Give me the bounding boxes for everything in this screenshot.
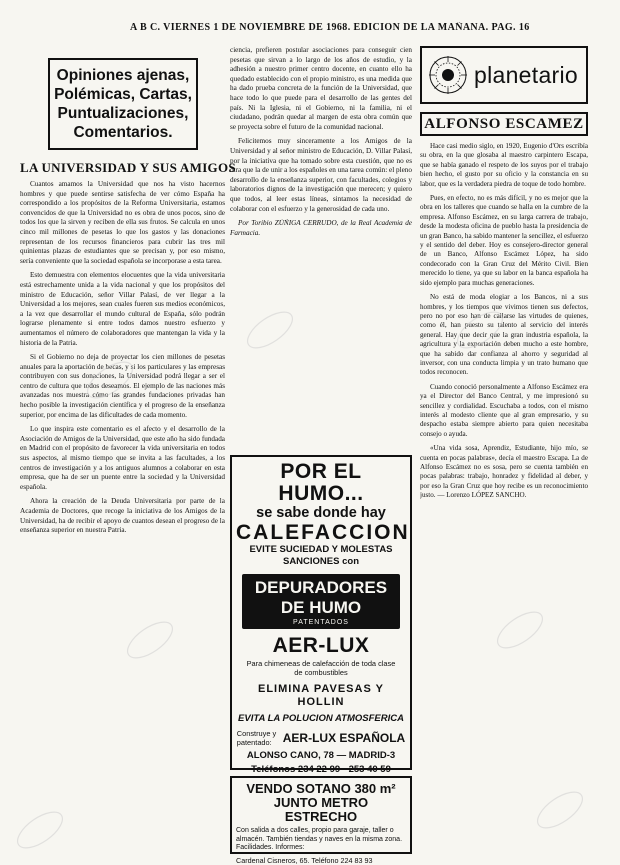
page-header: A B C. VIERNES 1 DE NOVIEMBRE DE 1968. EDICION DE LA MAÑANA. PAG. 16 <box>130 22 530 33</box>
planet-logo-icon <box>428 55 468 95</box>
article-body <box>420 142 588 854</box>
opinion-line: Opiniones ajenas, <box>56 67 190 84</box>
article-title: ALFONSO ESCAMEZ <box>420 112 588 136</box>
ad-headline: CALEFACCION <box>236 521 410 544</box>
paragraph: Ahora la creación de la Deuda Universitaria por parte de la Academia de Doctores, que recoge la iniciativa de los Amigos de la Universidad, ha de recibir el apoyo de cuantos desean el progreso de la enseñanza superior en nuestra Patria. <box>20 497 225 535</box>
advertisement-smoke-purifiers <box>230 455 412 775</box>
ad-details: Con salida a dos calles, propio para garaje, taller o almacén. También tiendas y naves en la misma zona. Facilidades. Informes: <box>236 827 403 851</box>
paragraph: ciencia, prefieren postular asociaciones para conseguir cien pesetas que sirvan a lo largo de los años de estudio, y la adhesión a nuestro primer centro docente, en cuanto ello ha quedado establecido con el propio ministro, es una medida que ha dado prueba concreta de la función de la Universidad, que hace todo lo que puede para el desarrollo de las gentes del país. Ni la Iglesia, ni el Gobierno, ni la familia, ni el ciudadano, podrán quedar al margen de esta obra común que se proyecta sobre el futuro de la comunidad nacional. <box>230 46 412 131</box>
paragraph: Cuando conoció personalmente a Alfonso Escámez era ya el Director del Banco Central, y me impresionó su sencillez y cordialidad. Escuchaba a todos, con el mismo interés al modesto cliente que al gran empresario, y su despacho estaba siempre abierto para quien necesitaba consejo o ayuda. <box>420 382 588 438</box>
paragraph: Hace casi medio siglo, en 1920, Eugenio d'Ors escribía su obra, en la que glosaba al maestro carpintero Escapa, que se había ganado el respeto de los suyos por el trabajo bien hecho, el gusto por su oficio y la constancia en su labor, que es la verdadera piedra de toque de todo hombre. <box>420 142 588 188</box>
paragraph: Felicitemos muy sinceramente a los Amigos de la Universidad y al señor ministro de Educación, D. Villar Palasí, por la iniciativa que ha tomado sobre esta cuestión, que no es otra que la de unir a los españoles en una tarea común: el pleno desarrollo de la enseñanza superior, con facultades, colegios y laboratorios dignos de la investigación que merecen; y quiero que todos, al leer estas líneas, sintamos la necesidad de colaborar con el esfuerzo y la generosidad de cada uno. <box>230 137 412 213</box>
opinion-line: Polémicas, Cartas, <box>54 86 192 103</box>
ad-banner-sub: PATENTADOS <box>293 619 349 626</box>
paragraph: Lo que inspira este comentario es el afecto y el desarrollo de la Asociación de Amigos de la Universidad, que este año ha sido fundada en Madrid con el propósito de favorecer la vida universitaria en todos sus aspectos, al mismo tiempo que se invita a las facultades, a los centros de investigación y a los antiguos alumnos a colaborar en esta empresa, que ha de ser un puente entre la sociedad y la Universidad española. <box>20 425 225 491</box>
ad-subline: EVITE SUCIEDAD Y MOLESTAS SANCIONES con <box>249 544 393 567</box>
opinion-section-heading <box>48 58 198 150</box>
ad-company-row <box>236 729 406 747</box>
ad-contact: Cardenal Cisneros, 65. Teléfono 224 83 93 <box>236 855 373 865</box>
article-body <box>20 180 225 855</box>
ad-address: ALONSO CANO, 78 — MADRID-3 <box>246 750 396 761</box>
ad-description: Para chimeneas de calefacción de toda clase de combustibles <box>246 659 396 677</box>
ad-subline: se sabe donde hay <box>256 505 386 521</box>
paragraph: Si el Gobierno no deja de proyectar los cien millones de pesetas anuales para la aportación de becas, y si los particulares y las empresas contribuyen con sus donaciones, la Universidad podrá llegar a ser el centro de cultura que todos deseamos. El ejemplo de las naciones más avanzadas nos muestra cómo las grandes fundaciones privadas han hecho posible la investigación científica y el progreso de la enseñanza superior, por encima de las dificultades de cada momento. <box>20 353 225 419</box>
opinion-line: Puntualizaciones, <box>57 105 189 122</box>
advertisement-basement <box>230 776 412 865</box>
paragraph: Pues, en efecto, no es más difícil, y no es mejor que la obra en los talleres que cuando se halla en la cumbre de la empresa. Alfonso Escámez, en su larga carrera de trabajo, desde la modesta oficina de pueblo hasta la presidencia de un gran Banco, ha sabido mantener la sencillez, el esfuerzo y el sentido del deber. Hoy es consejero-director general de un Banco, Alfonso Escámez López, ha sido condecorado con la Gran Cruz del Mérito Civil. Bien merecido lo tiene, ya que su labor en la banca española ha sido ejemplo para muchas generaciones. <box>420 194 588 287</box>
article-continuation <box>230 46 412 446</box>
article-title: LA UNIVERSIDAD Y SUS AMIGOS <box>20 160 236 175</box>
ad-headline: VENDO SOTANO 380 m² JUNTO METRO ESTRECHO <box>246 781 396 824</box>
section-name: planetario <box>474 61 579 88</box>
paragraph: «Una vida sosa, Aprendiz, Estudiante, hijo mío, se cuenta en pocas palabras», decía el maestro Escapa. La de Alfonso Escámez no es sosa, pero se cuenta también en pocas palabras: trabajo, honradez y fidelidad al deber, y por eso la Gran Cruz que hoy recibe es un reconocimiento justo. — Lorenzo LÓPEZ SANCHO. <box>420 444 588 500</box>
paragraph: No está de moda elogiar a los Bancos, ni a sus hombres, y los tiempos que vivimos tienen sus defectos, pero no por eso han de callarse las virtudes de quienes, como él, han puesto su talento al servicio del interés general. Hay que decir que la gran industria española, la agricultura y la exportación deben mucho a este hombre, que ha sabido dar confianza al ahorro y seguridad al inversor, con una conducta limpia y un trato humano que todos reconocen. <box>420 293 588 377</box>
ad-banner-text: DEPURADORES DE HUMO <box>254 578 388 617</box>
planetario-section-heading <box>420 46 588 104</box>
paragraph: Cuantos amamos la Universidad que nos ha visto hacernos hombres y que puede sentirse satisfecha de ver cómo España ha correspondido a los propósitos de la Reforma Universitaria, estamos convencidos de que la Universidad no es obra de unos pocos, sino de todos los que la sirven y reciben de ella sus frutos. Se calcula en unos cinco mil millones de pesetas lo que los gastos y las donaciones representan de los recursos financieros para cubrir las tres mil quinientas plazas de estudiantes que se precisan y, por eso mismo, sería conveniente que la sociedad española se incorporase a esta tarea. <box>20 180 225 265</box>
paragraph: Esto demuestra con elementos elocuentes que la vida universitaria está estrechamente unida a la vida nacional y que los propósitos del ministro de Educación, señor Villar Palasí, de ver llegar a la Universidad a los mejores, sean cuales fueren sus medios económicos, a la vez que desarrollar el mundo cultural de España, sólo podrán lograrse plenamente si entre todos damos nuestro esfuerzo y aumentamos el número de colaboradores que mantengan la vida y la historia de la Patria. <box>20 271 225 347</box>
ad-banner <box>242 574 400 629</box>
ad-slogan: EVITA LA POLUCION ATMOSFERICA <box>238 713 404 724</box>
ad-company: AER-LUX ESPAÑOLA <box>282 731 406 745</box>
ad-headline: POR EL HUMO... <box>278 460 364 505</box>
article-signature: Por Toribio ZÚÑIGA CERRUDO, de la Real Academia de Farmacia. <box>230 219 412 237</box>
opinion-line: Comentarios. <box>73 124 173 141</box>
ad-phones: Teléfonos 234 22 99 - 253 40 59 <box>251 764 391 775</box>
ad-company-prefix: Construye y patentado: <box>236 729 277 747</box>
ad-brand: AER-LUX <box>272 634 370 657</box>
ad-slogan: ELIMINA PAVESAS Y HOLLIN <box>257 683 384 708</box>
